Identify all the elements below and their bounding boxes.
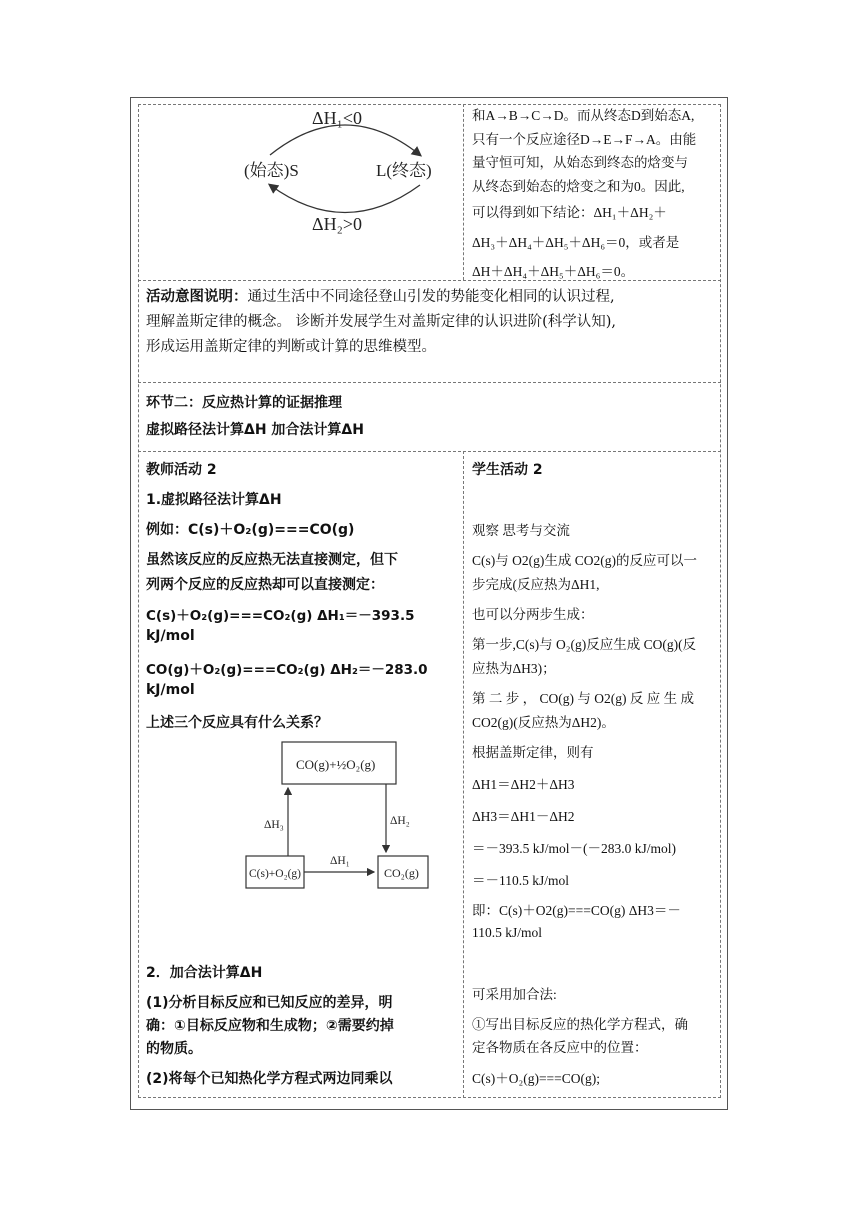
dh3-label: ΔH₃ [264, 819, 284, 831]
student-line: ΔH3＝ΔH1－ΔH2 [472, 809, 575, 824]
teacher-step-1b: 确：①目标反应物和生成物；②需要约掉 [146, 1018, 394, 1034]
section-title: 环节二：反应热计算的证据推理 [146, 395, 342, 411]
right-box-label: CO₂(g) [384, 866, 419, 880]
teacher-step-2a: (2)将每个已知热化学方程式两边同乘以 [146, 1071, 393, 1087]
student-line: 定各物质在各反应中的位置： [472, 1040, 648, 1055]
intent-line-3: 形成运用盖斯定律的判断或计算的思维模型。 [146, 339, 436, 355]
student-heading: 学生活动 2 [472, 462, 543, 478]
student-line: 应热为ΔH3)； [472, 661, 556, 676]
teacher-item-1: 1.虚拟路径法计算ΔH [146, 492, 282, 508]
student-line: ΔH1＝ΔH2＋ΔH3 [472, 777, 575, 792]
dh1-label: ΔH₁ [330, 855, 350, 867]
intent-label: 活动意图说明： [146, 289, 248, 305]
column-divider-bottom [463, 451, 464, 1098]
student-line: 根据盖斯定律，则有 [472, 745, 594, 760]
student-line: 可采用加合法: [472, 987, 557, 1002]
left-box-label: C(s)+O₂(g) [249, 868, 302, 880]
dh2-label: ΔH₂>0 [312, 214, 363, 234]
dh2-label: ΔH₂ [390, 815, 410, 827]
intent-line-1: 通过生活中不同途径登山引发的势能变化相同的认识过程, [247, 289, 615, 305]
top-right-text [472, 104, 717, 284]
teacher-question: 上述三个反应具有什么关系？ [146, 715, 328, 731]
teacher-equation-2b: kJ/mol [146, 682, 195, 698]
teacher-equation-2a: CO(g)＋O₂(g)===CO₂(g) ΔH₂＝－283.0 [146, 662, 428, 678]
student-line: 第一步,C(s)与 O₂(g)反应生成 CO(g)(反 [472, 637, 697, 652]
cycle-diagram [230, 100, 460, 250]
student-line: 即：C(s)＋O2(g)===CO(g) ΔH3＝－ [472, 903, 681, 918]
text-line: ΔH＋ΔH₄＋ΔH₅＋ΔH₆＝0。 [472, 264, 635, 279]
text-line: 和A→B→C→D。而从终态D到始态A, [472, 108, 695, 123]
teacher-example: 例如：C(s)＋O₂(g)===CO(g) [146, 522, 355, 538]
teacher-equation-1a: C(s)＋O₂(g)===CO₂(g) ΔH₁＝－393.5 [146, 608, 415, 624]
text-line: 从终态到始态的焓变之和为0。因此, [472, 178, 685, 194]
intent-line-2: 理解盖斯定律的概念。 诊断并发展学生对盖斯定律的认识进阶(科学认知), [146, 314, 617, 330]
student-line: 110.5 kJ/mol [472, 925, 543, 940]
text-line: 可以得到如下结论：ΔH₁＋ΔH₂＋ [472, 205, 667, 220]
start-state-label: (始态)S [244, 161, 299, 180]
row-divider-3 [138, 451, 721, 452]
student-line: 第 二 步 ， CO(g) 与 O2(g) 反 应 生 成 [472, 691, 694, 706]
teacher-item-2: 2．加合法计算ΔH [146, 965, 263, 981]
student-line: 步完成(反应热为ΔH1, [472, 577, 600, 592]
student-line: C(s)＋O₂(g)===CO(g); [472, 1071, 601, 1086]
student-line: ①写出目标反应的热化学方程式，确 [472, 1017, 688, 1032]
teacher-note-1: 虽然该反应的反应热无法直接测定，但下 [146, 552, 398, 568]
row-divider-2 [138, 382, 721, 383]
teacher-note-2: 列两个反应的反应热却可以直接测定： [146, 577, 384, 593]
end-state-label: L(终态) [376, 161, 432, 180]
teacher-heading: 教师活动 2 [146, 462, 217, 478]
activity-intent [146, 285, 716, 360]
text-line: 只有一个反应途径D→E→F→A。由能 [472, 131, 697, 147]
student-line: ＝－393.5 kJ/mol－(－283.0 kJ/mol) [472, 841, 677, 856]
dh1-label: ΔH₁<0 [312, 108, 363, 128]
column-divider-top [463, 104, 464, 280]
student-line: 也可以分两步生成： [472, 607, 594, 622]
teacher-equation-1b: kJ/mol [146, 628, 195, 644]
student-line: CO2(g)(反应热为ΔH2)。 [472, 715, 615, 730]
teacher-step-1a: (1)分析目标反应和已知反应的差异，明 [146, 995, 393, 1011]
text-line: 量守恒可知，从始态到终态的焓变与 [472, 155, 688, 170]
student-observe: 观察 思考与交流 [472, 523, 570, 538]
top-box-label: CO(g)+½O₂(g) [296, 757, 376, 772]
energy-path-diagram [238, 738, 438, 898]
text-line: ΔH₃＋ΔH₄＋ΔH₅＋ΔH₆＝0，或者是 [472, 234, 680, 250]
student-line: C(s)与 O2(g)生成 CO2(g)的反应可以一 [472, 553, 697, 568]
teacher-step-1c: 的物质。 [146, 1041, 202, 1057]
student-line: ＝－110.5 kJ/mol [472, 873, 570, 888]
section-subtitle: 虚拟路径法计算ΔH 加合法计算ΔH [146, 422, 364, 438]
upper-arc-arrow [270, 125, 420, 155]
section-two-header [146, 390, 364, 444]
lower-arc-arrow [270, 185, 420, 213]
